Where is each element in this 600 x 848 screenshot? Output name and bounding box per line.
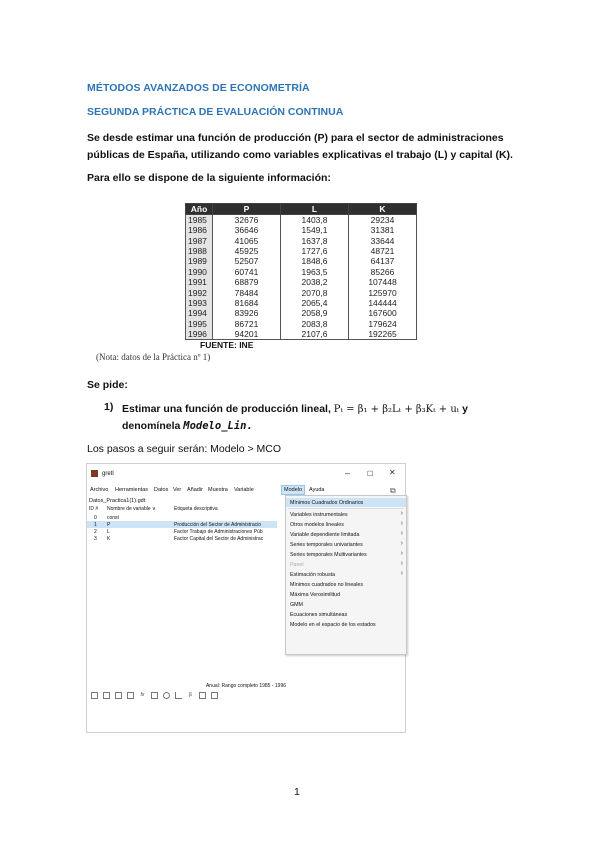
cell-l: 1549,1: [281, 225, 349, 235]
intro-paragraph: Se desde estimar una función de producción (P) para el sector de administraciones públicas de España, utilizando como variables explicativas el trabajo (L) y capital (K).: [87, 132, 513, 161]
cell-l: 1727,6: [281, 246, 349, 256]
cell-l: 2058,9: [281, 308, 349, 318]
var-label: Factor Capital del Sector de Administrac: [174, 536, 264, 542]
menu-item-label: Panel: [290, 562, 304, 568]
menu-item-label: Mínimos cuadrados no lineales: [290, 582, 364, 588]
cell-k: 64137: [349, 256, 417, 266]
se-pide-label: Se pide:: [87, 379, 128, 391]
menu-item-mle[interactable]: [286, 590, 406, 599]
status-bar: Anual: Rango completo 1985 - 1996: [205, 683, 287, 689]
matrix-icon[interactable]: [199, 692, 206, 699]
script-icon[interactable]: [103, 692, 110, 699]
menu-item-label: Variable dependiente limitada: [290, 532, 360, 538]
folder-icon[interactable]: [211, 692, 218, 699]
var-id: 2: [94, 529, 97, 535]
header-year: Año: [186, 204, 213, 215]
cell-year: 1988: [186, 246, 213, 256]
chart-icon[interactable]: [175, 692, 182, 699]
table-row: [186, 287, 417, 297]
chevron-right-icon: ›: [400, 510, 403, 517]
menu-item-label: Máxima Verosimilitud: [290, 592, 341, 598]
cell-k: 31381: [349, 225, 417, 235]
cell-k: 85266: [349, 267, 417, 277]
menu-ver[interactable]: Ver: [173, 487, 182, 493]
table-note: (Nota: datos de la Práctica nº 1): [96, 352, 211, 362]
modelo-dropdown-menu: [285, 495, 407, 655]
menu-item-label: Series temporales univariantes: [290, 542, 363, 548]
table-row: [186, 225, 417, 235]
heading-practice-title: SEGUNDA PRÁCTICA DE EVALUACIÓN CONTINUA: [87, 106, 344, 118]
item-text-start: Estimar una función de producción lineal,: [122, 403, 334, 415]
menu-item-panel: [286, 560, 406, 569]
maximize-button[interactable]: ☐: [367, 471, 374, 478]
table-icon[interactable]: [127, 692, 134, 699]
cell-p: 78484: [213, 287, 281, 297]
menu-item-series-multivariantes[interactable]: [286, 550, 406, 559]
chevron-right-icon: ›: [400, 550, 403, 557]
cell-l: 1848,6: [281, 256, 349, 266]
menu-item-robusta[interactable]: [286, 570, 406, 579]
menu-anadir[interactable]: Añadir: [187, 487, 203, 493]
cell-l: 2107,6: [281, 329, 349, 340]
chevron-right-icon: ›: [400, 520, 403, 527]
menu-separator: [288, 508, 404, 509]
table-row: [186, 256, 417, 266]
cell-p: 83926: [213, 308, 281, 318]
gretl-window: [86, 463, 406, 733]
col-id[interactable]: ID #: [89, 506, 99, 512]
var-name: P: [107, 522, 111, 528]
menu-item-label: Modelo en el espacio de los estados: [290, 622, 376, 628]
menu-variable[interactable]: Variable: [234, 487, 254, 493]
cell-l: 2070,8: [281, 287, 349, 297]
session-icon[interactable]: [115, 692, 122, 699]
var-name: const: [107, 515, 119, 521]
steps-paragraph: Los pasos a seguir serán: Modelo > MCO: [87, 443, 282, 455]
menu-item-label: Variables instrumentales: [290, 512, 348, 518]
table-header-row: [186, 204, 417, 215]
menu-item-series-univariantes[interactable]: [286, 540, 406, 549]
header-p: P: [213, 204, 281, 215]
list-item-text: [122, 401, 522, 434]
chevron-right-icon: ›: [400, 530, 403, 537]
item-formula: Pₜ = β₁ + β₂Lₜ + β₃Kₜ + uₜ: [333, 404, 460, 415]
var-name: K: [107, 536, 111, 542]
gretl-title: gretl: [102, 471, 114, 477]
list-item[interactable]: [87, 535, 277, 542]
cell-p: 60741: [213, 267, 281, 277]
cell-p: 68879: [213, 277, 281, 287]
table-row: [186, 235, 417, 245]
var-id: 0: [94, 515, 97, 521]
menu-item-gmm[interactable]: [286, 600, 406, 609]
list-item[interactable]: [87, 514, 277, 521]
cell-l: 1963,5: [281, 267, 349, 277]
menu-muestra[interactable]: Muestra: [208, 487, 228, 493]
table-row: [186, 329, 417, 340]
menu-item-label: Otros modelos lineales: [290, 522, 344, 528]
cell-year: 1992: [186, 287, 213, 297]
cell-p: 94201: [213, 329, 281, 340]
cell-k: 192265: [349, 329, 417, 340]
cell-year: 1995: [186, 319, 213, 329]
col-name[interactable]: Nombre de variable ∨: [107, 506, 156, 512]
table-row: [186, 246, 417, 256]
menu-item-label: GMM: [290, 602, 303, 608]
file-path: Datos_Practica1(1).gdt: [89, 498, 146, 504]
chevron-right-icon: ›: [400, 570, 403, 577]
menu-item-simultaneas[interactable]: [286, 610, 406, 619]
cell-l: 2038,2: [281, 277, 349, 287]
header-k: K: [349, 204, 417, 215]
cell-p: 52507: [213, 256, 281, 266]
cell-l: 1403,8: [281, 215, 349, 226]
var-id: 1: [94, 522, 97, 528]
close-button[interactable]: ✕: [389, 468, 396, 477]
page-number: 1: [294, 786, 300, 798]
var-id: 3: [94, 536, 97, 542]
cell-k: 144444: [349, 298, 417, 308]
menu-item-mco[interactable]: [286, 498, 406, 507]
cell-k: 167600: [349, 308, 417, 318]
item-text-and: y: [459, 403, 469, 415]
menu-item-instrumentales[interactable]: [286, 510, 406, 519]
cell-l: 1637,8: [281, 235, 349, 245]
var-label: Factor Trabajo de Administraciones Púb: [174, 529, 263, 535]
menu-item-label: Mínimos Cuadrados Ordinarios: [290, 500, 364, 506]
cell-year: 1987: [186, 235, 213, 245]
table-source: FUENTE: INE: [200, 340, 254, 350]
info-paragraph: Para ello se dispone de la siguiente información:: [87, 172, 331, 184]
grid-icon[interactable]: [151, 692, 158, 699]
table-row: [186, 308, 417, 318]
cell-k: 125970: [349, 287, 417, 297]
chevron-right-icon: ›: [400, 540, 403, 547]
cell-p: 45925: [213, 246, 281, 256]
cell-k: 179624: [349, 319, 417, 329]
cell-year: 1985: [186, 215, 213, 226]
gretl-app-icon: [91, 470, 98, 477]
var-name: L: [107, 529, 110, 535]
table-row: [186, 267, 417, 277]
cell-k: 48721: [349, 246, 417, 256]
table-row: [186, 277, 417, 287]
cell-year: 1991: [186, 277, 213, 287]
gretl-titlebar: [87, 464, 405, 484]
menu-item-nls[interactable]: [286, 580, 406, 589]
cell-l: 2065,4: [281, 298, 349, 308]
terminal-icon[interactable]: [91, 692, 98, 699]
header-l: L: [281, 204, 349, 215]
cell-year: 1990: [186, 267, 213, 277]
list-item[interactable]: [87, 521, 277, 528]
heading-course-title: MÉTODOS AVANZADOS DE ECONOMETRÍA: [87, 82, 310, 94]
cell-year: 1993: [186, 298, 213, 308]
cell-year: 1994: [186, 308, 213, 318]
col-label[interactable]: Etiqueta descriptiva: [174, 506, 218, 512]
cell-k: 33644: [349, 235, 417, 245]
menu-item-espacio-estados[interactable]: [286, 620, 406, 629]
menu-item-dep-limitada[interactable]: [286, 530, 406, 539]
list-item[interactable]: [87, 528, 277, 535]
list-item-number: 1): [104, 401, 114, 413]
menu-herramientas[interactable]: Herramientas: [115, 487, 149, 493]
cell-p: 41065: [213, 235, 281, 245]
session-icon[interactable]: ⧉: [390, 486, 396, 495]
cell-p: 32676: [213, 215, 281, 226]
menu-ayuda[interactable]: Ayuda: [309, 487, 325, 493]
menu-modelo[interactable]: Modelo: [281, 485, 305, 495]
menu-datos[interactable]: Datos: [154, 487, 169, 493]
cell-year: 1986: [186, 225, 213, 235]
table-row: [186, 319, 417, 329]
cell-p: 86721: [213, 319, 281, 329]
var-label: Producción del Sector de Administracio: [174, 522, 261, 528]
cell-year: 1989: [186, 256, 213, 266]
table-row: [186, 298, 417, 308]
search-icon[interactable]: [163, 692, 170, 699]
minimize-button[interactable]: –: [345, 468, 351, 478]
item-text-end: denomínela: [122, 420, 184, 432]
cell-p: 81684: [213, 298, 281, 308]
cell-l: 2083,8: [281, 319, 349, 329]
table-row: [186, 215, 417, 226]
beta-icon[interactable]: β: [189, 692, 192, 698]
data-table: [185, 203, 417, 340]
cell-p: 36646: [213, 225, 281, 235]
cell-k: 29234: [349, 215, 417, 226]
cell-k: 107448: [349, 277, 417, 287]
chevron-right-icon: ›: [400, 560, 403, 567]
cell-year: 1996: [186, 329, 213, 340]
item-model-name: Modelo_Lin.: [183, 420, 253, 432]
menu-item-label: Estimación robusta: [290, 572, 336, 578]
menu-item-label: Series temporales Multivariantes: [290, 552, 367, 558]
fx-icon[interactable]: fx: [140, 692, 145, 698]
menu-archivo[interactable]: Archivo: [90, 487, 109, 493]
menu-item-label: Ecuaciones simultáneas: [290, 612, 348, 618]
menu-item-otros-lineales[interactable]: [286, 520, 406, 529]
